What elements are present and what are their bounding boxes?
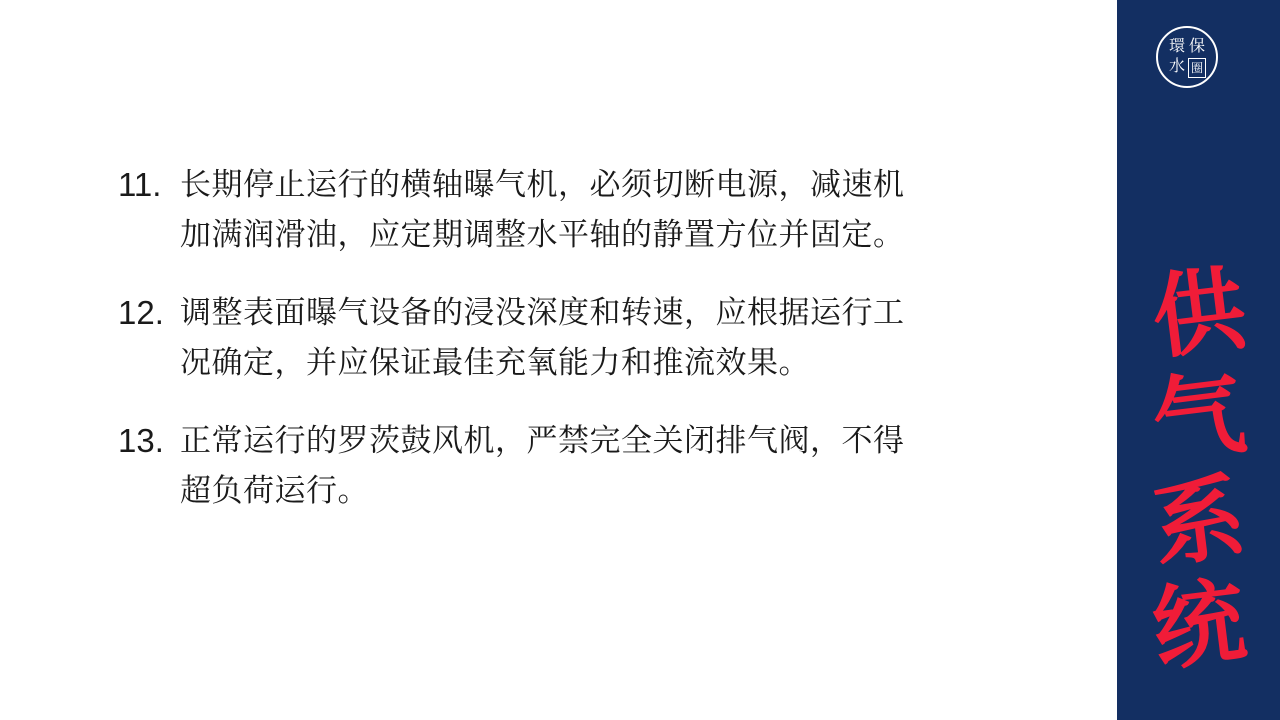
brand-logo-char: 環 <box>1168 38 1185 55</box>
list-item-text: 调整表面曝气设备的浸没深度和转速，应根据运行工况确定，并应保证最佳充氧能力和推流效果。 <box>180 295 905 381</box>
list-item-text: 长期停止运行的横轴曝气机，必须切断电源，减速机加满润滑油，应定期调整水平轴的静置方位并固定。 <box>180 167 905 253</box>
vertical-title-char: 统 <box>1146 566 1252 685</box>
vertical-title-char: 供 <box>1146 254 1252 373</box>
brand-logo-char: 水 <box>1168 58 1185 75</box>
side-panel <box>1117 0 1280 720</box>
list-item <box>118 160 918 260</box>
brand-logo-characters <box>1167 37 1207 77</box>
list-item-text: 正常运行的罗茨鼓风机，严禁完全关闭排气阀，不得超负荷运行。 <box>180 423 905 509</box>
brand-logo-char: 圈 <box>1188 58 1206 78</box>
vertical-title-char: 气 <box>1146 358 1252 477</box>
brand-logo-char: 保 <box>1188 38 1205 55</box>
list-item <box>118 416 918 516</box>
brand-logo-icon <box>1156 26 1218 88</box>
list-item <box>118 288 918 388</box>
list-item-number: 11. <box>118 166 162 203</box>
vertical-section-title <box>1119 254 1279 685</box>
numbered-list <box>118 160 918 544</box>
vertical-title-char: 系 <box>1146 462 1252 581</box>
list-item-number: 13. <box>118 422 164 459</box>
brand-logo-inner <box>1158 28 1216 86</box>
list-item-number: 12. <box>118 294 164 331</box>
